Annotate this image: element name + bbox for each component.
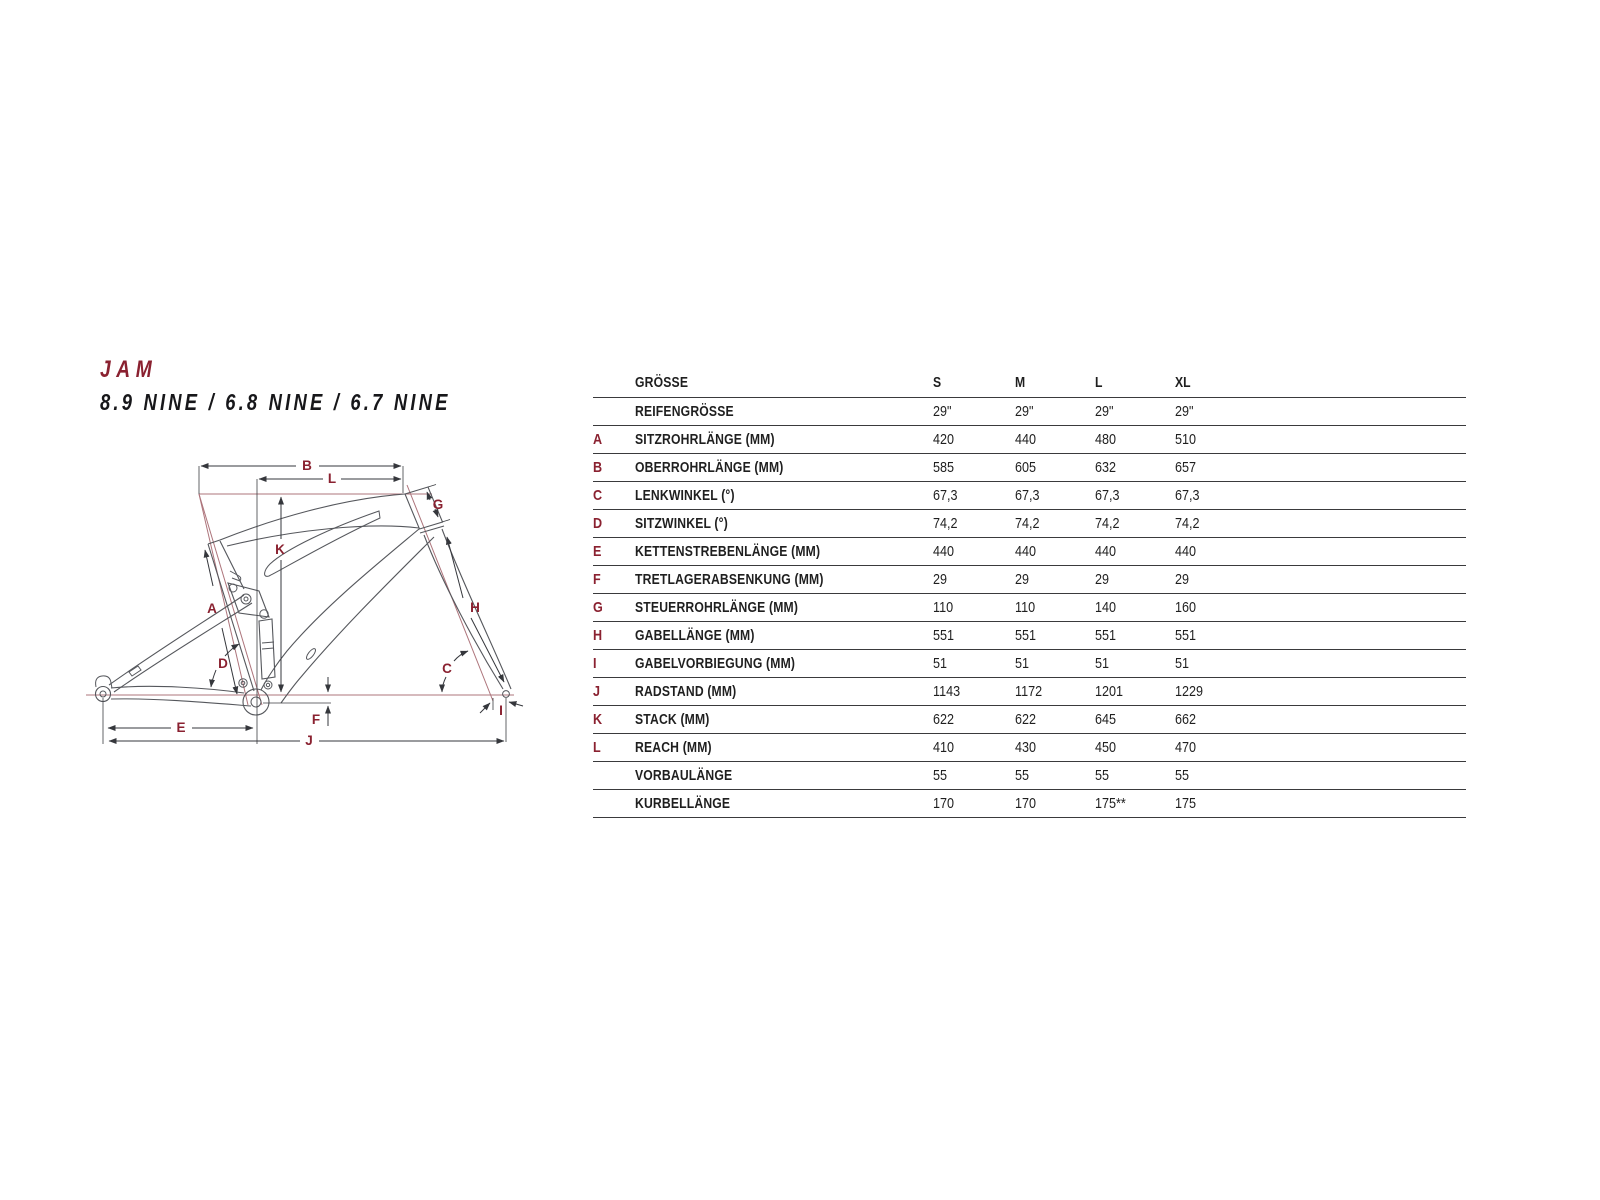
row-value: 605 <box>1015 459 1037 476</box>
dim-letter-b: B <box>302 458 312 473</box>
geometry-table-body <box>593 398 1466 818</box>
row-value: 67,3 <box>1015 487 1040 504</box>
row-value: 1229 <box>1175 683 1204 700</box>
row-value: 551 <box>1015 627 1037 644</box>
top-tube-upper <box>220 494 405 540</box>
table-row <box>593 398 1466 426</box>
row-value: 632 <box>1095 459 1117 476</box>
top-tube-lower <box>227 526 419 546</box>
row-value: 551 <box>1175 627 1197 644</box>
dimension-lines <box>108 466 523 741</box>
model-variants: 8.9 NINE / 6.8 NINE / 6.7 NINE <box>100 389 451 415</box>
row-value: 55 <box>1095 767 1110 784</box>
shock-upper-mount <box>260 610 268 618</box>
row-letter: H <box>593 627 603 644</box>
header-size-label: GRÖSSE <box>635 374 689 391</box>
dim-letter-l: L <box>327 471 337 486</box>
row-value: 175 <box>1175 795 1197 812</box>
row-letter: E <box>593 543 602 560</box>
row-value: 29" <box>933 403 952 420</box>
row-letter: G <box>593 599 603 616</box>
row-letter: B <box>593 459 603 476</box>
row-value: 29 <box>1095 571 1110 588</box>
row-label: REACH (MM) <box>635 739 712 756</box>
row-value: 662 <box>1175 711 1197 728</box>
table-row <box>593 678 1466 706</box>
row-value: 55 <box>1015 767 1030 784</box>
row-value: 1143 <box>933 683 961 700</box>
row-value: 110 <box>933 599 954 616</box>
cable-port <box>305 647 317 660</box>
table-row <box>593 706 1466 734</box>
header-col-xl: XL <box>1175 374 1191 391</box>
row-value: 420 <box>933 431 955 448</box>
header-col-s: S <box>933 374 942 391</box>
row-label: KETTENSTREBENLÄNGE (MM) <box>635 543 821 560</box>
row-value: 110 <box>1015 599 1036 616</box>
dim-letter-h: H <box>470 600 480 615</box>
table-row <box>593 762 1466 790</box>
row-label: STEUERROHRLÄNGE (MM) <box>635 599 799 616</box>
row-label: GABELLÄNGE (MM) <box>635 627 755 644</box>
row-value: 67,3 <box>933 487 958 504</box>
table-row <box>593 482 1466 510</box>
shock-lower-mount <box>264 681 272 689</box>
dim-letter-k: K <box>275 542 285 557</box>
rear-axle <box>100 691 106 697</box>
row-value: 67,3 <box>1175 487 1200 504</box>
row-value: 440 <box>1015 543 1037 560</box>
row-label: LENKWINKEL (°) <box>635 487 735 504</box>
dim-letter-f: F <box>311 712 321 727</box>
table-row <box>593 622 1466 650</box>
row-value: 622 <box>1015 711 1037 728</box>
row-value: 622 <box>933 711 955 728</box>
brand-block <box>100 358 538 414</box>
row-value: 1201 <box>1095 683 1124 700</box>
row-label: SITZWINKEL (°) <box>635 515 728 532</box>
row-value: 1172 <box>1015 683 1043 700</box>
row-value: 55 <box>1175 767 1190 784</box>
dim-letter-d: D <box>218 656 228 671</box>
row-value: 551 <box>933 627 955 644</box>
row-value: 29 <box>933 571 948 588</box>
row-label: REIFENGRÖSSE <box>635 403 734 420</box>
row-value: 67,3 <box>1095 487 1120 504</box>
bike-geometry-diagram <box>78 437 538 757</box>
row-value: 470 <box>1175 739 1197 756</box>
chainstay-upper <box>111 686 244 693</box>
row-value: 480 <box>1095 431 1117 448</box>
row-value: 51 <box>1175 655 1190 672</box>
table-row <box>593 734 1466 762</box>
seatstay-lower <box>114 603 252 692</box>
row-value: 74,2 <box>1095 515 1120 532</box>
dim-letter-c: C <box>442 661 452 676</box>
rocker-pivot-main <box>241 594 251 604</box>
chainstay-lower <box>111 699 251 706</box>
row-value: 29" <box>1175 403 1194 420</box>
row-label: OBERROHRLÄNGE (MM) <box>635 459 784 476</box>
down-tube-lower <box>281 537 434 703</box>
row-value: 140 <box>1095 599 1117 616</box>
row-letter: L <box>593 739 601 756</box>
row-letter: C <box>593 487 603 504</box>
row-label: SITZROHRLÄNGE (MM) <box>635 431 775 448</box>
row-value: 440 <box>1095 543 1117 560</box>
table-row <box>593 454 1466 482</box>
row-label: TRETLAGERABSENKUNG (MM) <box>635 571 824 588</box>
row-letter: I <box>593 655 597 672</box>
dim-letter-g: G <box>432 497 444 512</box>
row-letter: J <box>593 683 601 700</box>
row-value: 160 <box>1175 599 1197 616</box>
row-value: 657 <box>1175 459 1197 476</box>
row-value: 410 <box>933 739 955 756</box>
row-value: 51 <box>933 655 948 672</box>
row-value: 175** <box>1095 795 1126 812</box>
model-title: JAM <box>100 356 158 383</box>
dim-letter-e: E <box>176 720 186 735</box>
row-value: 55 <box>933 767 948 784</box>
row-value: 51 <box>1095 655 1110 672</box>
row-value: 440 <box>1175 543 1197 560</box>
row-value: 29 <box>1015 571 1030 588</box>
row-label: RADSTAND (MM) <box>635 683 737 700</box>
frame-drawing <box>96 487 512 715</box>
row-value: 645 <box>1095 711 1117 728</box>
row-value: 440 <box>1015 431 1037 448</box>
bottom-bracket <box>251 697 261 707</box>
row-value: 170 <box>933 795 955 812</box>
row-letter: K <box>593 711 603 728</box>
table-row <box>593 566 1466 594</box>
row-letter: F <box>593 571 601 588</box>
table-row <box>593 510 1466 538</box>
row-value: 170 <box>1015 795 1037 812</box>
header-col-l: L <box>1095 374 1103 391</box>
row-label: KURBELLÄNGE <box>635 795 731 812</box>
dim-letter-i: I <box>499 703 503 718</box>
table-row <box>593 594 1466 622</box>
geometry-table <box>593 368 1466 818</box>
row-value: 74,2 <box>1175 515 1200 532</box>
rocker-pivot-main-axle <box>244 597 248 601</box>
row-value: 29" <box>1015 403 1034 420</box>
row-value: 74,2 <box>1015 515 1040 532</box>
row-value: 29 <box>1175 571 1190 588</box>
seat-tube-right <box>220 541 244 589</box>
row-value: 74,2 <box>933 515 958 532</box>
dim-letter-j: J <box>305 733 313 748</box>
header-col-m: M <box>1015 374 1026 391</box>
row-letter: D <box>593 515 603 532</box>
extension-lines <box>103 466 506 744</box>
row-letter: A <box>593 431 603 448</box>
table-row <box>593 650 1466 678</box>
front-axle <box>503 691 510 698</box>
table-row <box>593 426 1466 454</box>
row-value: 510 <box>1175 431 1197 448</box>
row-value: 51 <box>1015 655 1030 672</box>
row-value: 450 <box>1095 739 1117 756</box>
row-value: 551 <box>1095 627 1117 644</box>
row-value: 585 <box>933 459 955 476</box>
row-label: GABELVORBIEGUNG (MM) <box>635 655 796 672</box>
table-row <box>593 790 1466 818</box>
row-value: 29" <box>1095 403 1114 420</box>
row-value: 430 <box>1015 739 1037 756</box>
row-label: VORBAULÄNGE <box>635 767 733 784</box>
table-row <box>593 538 1466 566</box>
geometry-table-header <box>593 368 1466 398</box>
row-value: 440 <box>933 543 955 560</box>
row-label: STACK (MM) <box>635 711 710 728</box>
dim-letter-a: A <box>207 601 217 616</box>
